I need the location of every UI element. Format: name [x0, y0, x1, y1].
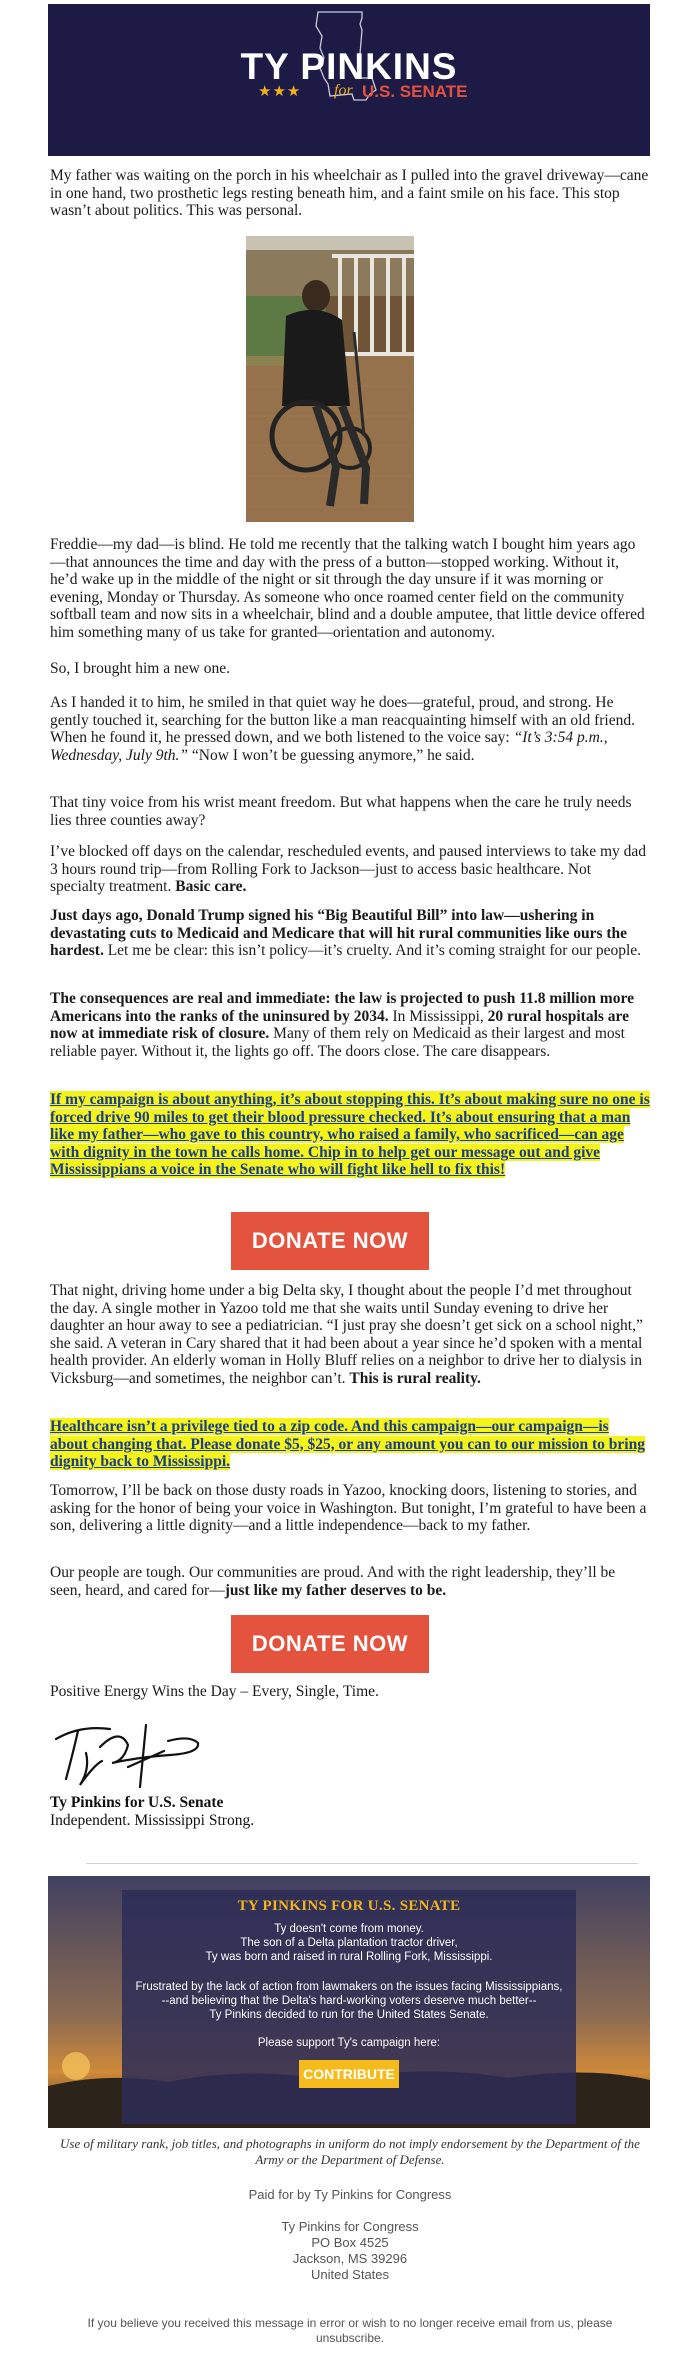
signature-name: Ty Pinkins for U.S. Senate: [50, 1794, 224, 1811]
watch-quote: “It’s 3:54 p.m., Wednesday, July 9th.”: [50, 729, 608, 764]
paragraph-positive-energy: Positive Energy Wins the Day – Every, Single, Time.: [50, 1683, 379, 1700]
paragraph-trump-bill: Just days ago, Donald Trump signed his “Big Beautiful Bill” into law—ushering in devastating cuts to Medicaid and Medicare that will hit rural communities like ours the hardest. Let me be clear: this isn’t policy—it’s cruelty. And it’s coming straight for our people.: [50, 907, 642, 959]
address-country: United States: [310, 2267, 390, 2282]
divider: [86, 1863, 638, 1864]
bio-line-2: The son of a Delta plantation tractor driver,: [240, 1937, 458, 1949]
address-city: Jackson, MS 39296: [292, 2251, 408, 2266]
paragraph-tomorrow: Tomorrow, I’ll be back on those dusty roads in Yazoo, knocking doors, listening to stories, and asking for the honor of being your voice in Washington. But tonight, I’m grateful to have been a son, delivering a little dignity—and a little independence—back to my father.: [50, 1482, 647, 1534]
unsubscribe-notice: If you believe you received this message in error or wish to no longer receive email from us, please unsubscribe.: [87, 2316, 613, 2345]
logo-name: TY PINKINS: [240, 46, 458, 87]
signature-image: [50, 1717, 210, 1793]
footer-card-panel: [122, 1890, 576, 2124]
bio-line-1: Ty doesn't come from money.: [274, 1923, 424, 1935]
military-disclaimer: Use of military rank, job titles, and photographs in uniform do not imply endorsement by the Department of the Army or the Department of Defense.: [60, 2136, 640, 2167]
bio-line-3: Ty was born and raised in rural Rolling Fork, Mississippi.: [205, 1951, 493, 1963]
bio-line-4: Frustrated by the lack of action from lawmakers on the issues facing Mississippians,: [135, 1981, 563, 1993]
donate-now-button-2[interactable]: DONATE NOW: [231, 1615, 429, 1673]
paragraph-calendar: I’ve blocked off days on the calendar, rescheduled events, and paused interviews to take my dad 3 hours round trip—from Rolling Fork to Jackson—just to access basic healthcare. Not specialty treatment. Basic care.: [50, 843, 647, 895]
paragraph-handed: As I handed it to him, he smiled in that quiet way he does—grateful, proud, and strong. He gently touched it, searching for the button like a man reacquainting himself with an old friend. When he found it, he pressed down, and we both listened to the voice say: “It’s 3:54 p.m., Wednesday, July 9th.” “Now I won’t be guessing anymore,” he said.: [50, 694, 635, 764]
highlight-link-zip-code[interactable]: Healthcare isn’t a privilege tied to a zip code. And this campaign—our campaign—is about changing that. Please donate $5, $25, or any amount you can to our mission to bring dignity back to Mississippi.: [50, 1418, 645, 1470]
logo-for: for: [334, 82, 353, 99]
bio-line-6: Ty Pinkins decided to run for the United States Senate.: [209, 2009, 489, 2021]
paragraph-consequences: The consequences are real and immediate: the law is projected to push 11.8 million more Americans into the ranks of the uninsured by 2034. In Mississippi, 20 rural hospitals are now at immediate risk of closure. Many of them rely on Medicaid as their largest and most reliable payer. Without it, the lights go off. The doors close. The care disappears.: [50, 990, 634, 1060]
signature-tagline: Independent. Mississippi Strong.: [50, 1812, 255, 1829]
header-banner[interactable]: [48, 4, 650, 156]
paragraph-our-people: Our people are tough. Our communities are proud. And with the right leadership, they’ll be seen, heard, and cared for—just like my father deserves to be.: [50, 1564, 616, 1599]
paragraph-intro: My father was waiting on the porch in his wheelchair as I pulled into the gravel driveway—cane in one hand, two prosthetic legs resting beneath him, and a faint smile on his face. This stop wasn’t about politics. This was personal.: [50, 167, 649, 219]
paid-for-text: Paid for by Ty Pinkins for Congress: [248, 2187, 452, 2202]
unsubscribe-link[interactable]: unsubscribe.: [315, 2331, 385, 2345]
logo-subline: [258, 82, 498, 106]
paragraph-new-watch: So, I brought him a new one.: [50, 660, 230, 677]
paragraph-freedom: That tiny voice from his wrist meant freedom. But what happens when the care he truly needs lies three counties away?: [50, 794, 632, 829]
paragraph-freddie: Freddie—my dad—is blind. He told me recently that the talking watch I bought him years ago—that announces the time and day with the press of a button—stopped working. Without it, he’d wake up in the middle of the night or sit through the day unsure if it was morning or evening, Monday or Thursday. As someone who once roamed center field on the community softball team and now sits in a wheelchair, blind and a double amputee, that little device offered him something many of us take for granted—orientation and autonomy.: [50, 536, 645, 641]
logo-office: U.S. SENATE: [362, 82, 468, 101]
donate-now-button[interactable]: DONATE NOW: [231, 1212, 429, 1270]
footer-card-title: TY PINKINS FOR U.S. SENATE: [237, 1898, 461, 1914]
support-line: Please support Ty's campaign here:: [257, 2037, 441, 2049]
father-photo: [246, 236, 414, 522]
paragraph-delta-night: That night, driving home under a big Delta sky, I thought about the people I’d met throughout the day. A single mother in Yazoo told me that she waits until Sunday evening to drive her daughter an hour away to see a pediatrician. “I just pray she doesn’t get sick on a school night,” she said. A veteran in Cary shared that it had been about a year since he’d spoken with a mental health provider. An elderly woman in Holly Bluff relies on a neighbor to drive her to dialysis in Vicksburg—and sometimes, the neighbor can’t. This is rural reality.: [50, 1282, 643, 1387]
highlight-link-campaign[interactable]: If my campaign is about anything, it’s about stopping this. It’s about making sure no one is forced drive 90 miles to get their blood pressure checked. It’s about ensuring that a man like my father—who gave to this country, who raised a family, who sacrificed—can age with dignity in the town he calls home. Chip in to help get our message out and give Mississippians a voice in the Senate who will fight like hell to fix this!: [50, 1091, 650, 1178]
address-org: Ty Pinkins for Congress: [281, 2219, 419, 2234]
contribute-button[interactable]: CONTRIBUTE: [299, 2060, 399, 2088]
star-icons: ★★★: [258, 82, 302, 100]
address-po-box: PO Box 4525: [311, 2235, 389, 2250]
bio-line-5: --and believing that the Delta's hard-working voters deserve much better--: [161, 1995, 537, 2007]
porch-photo-illustration: [246, 236, 414, 522]
footer-banner: [48, 1876, 650, 2128]
